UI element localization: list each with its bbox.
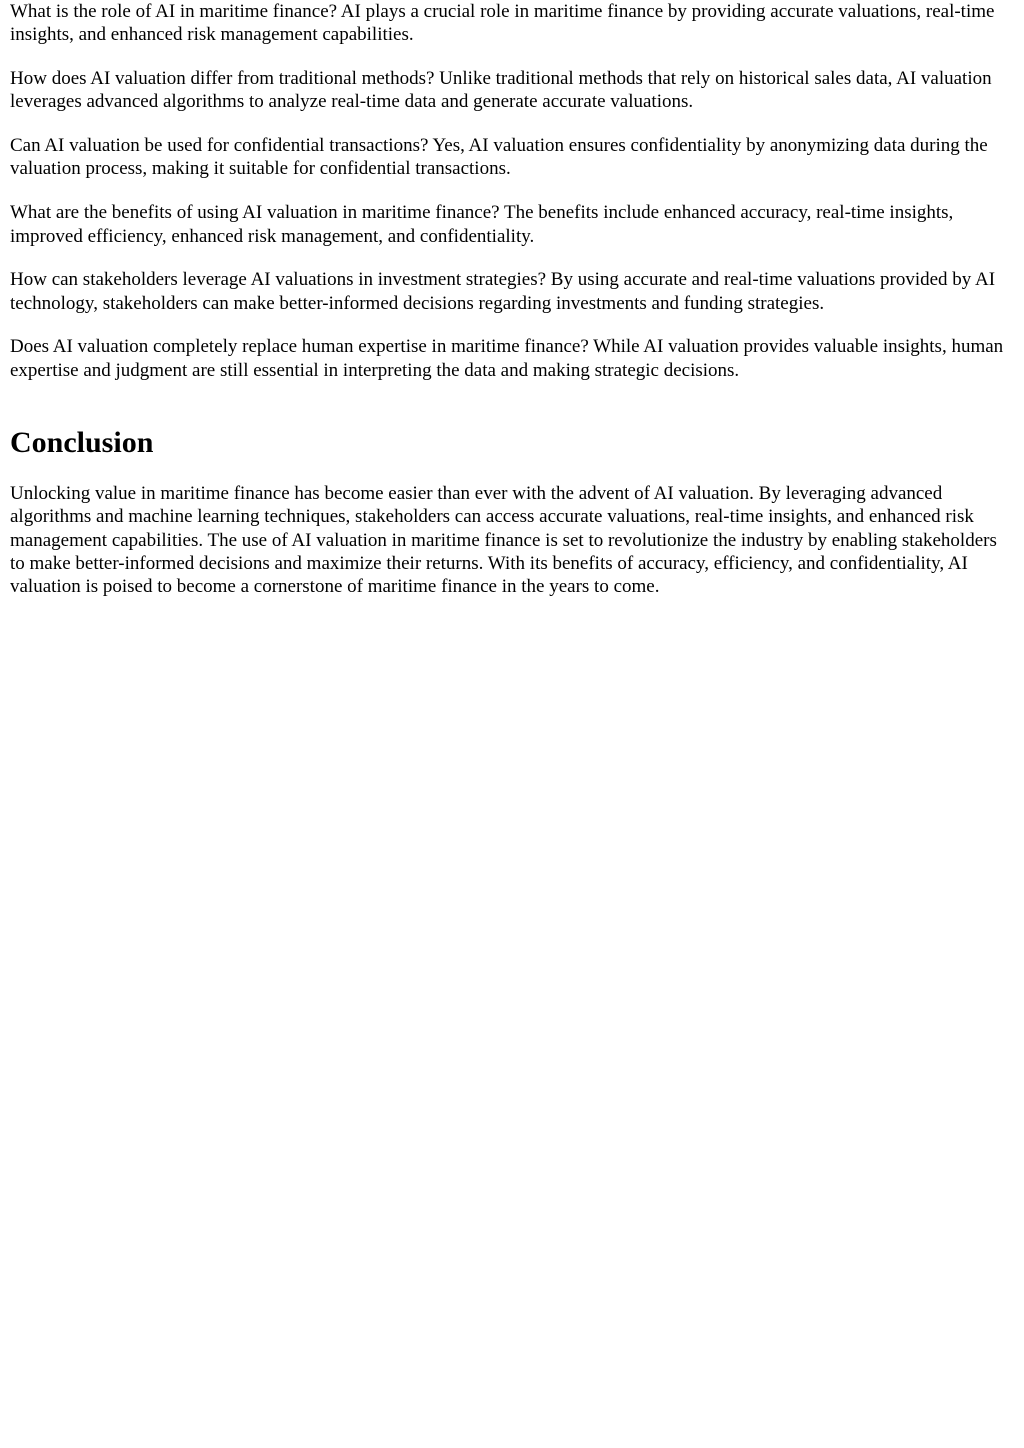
conclusion-paragraph: Unlocking value in maritime finance has become easier than ever with the advent of AI valuation. By leveraging advanced algorithms and machine learning techniques, stakeholders can access accurate valuations, real-time insights, and enhanced risk management capabilities. The use of AI valuation in maritime finance is set to revolutionize the industry by enabling stakeholders to make better-informed decisions and maximize their returns. With its benefits of accuracy, efficiency, and confidentiality, AI valuation is poised to become a cornerstone of maritime finance in the years to come. (10, 483, 997, 598)
faq-item-benefits: What are the benefits of using AI valuation in maritime finance? The benefits include enhanced accuracy, real-time insights, improved efficiency, enhanced risk management, and confidentiality. (10, 202, 954, 247)
faq-list (10, 0, 1014, 382)
faq-item-human-expertise: Does AI valuation completely replace human expertise in maritime finance? While AI valuation provides valuable insights, human expertise and judgment are still essential in interpreting the data and making strategic decisions. (10, 336, 1004, 381)
faq-item-investment-strategies: How can stakeholders leverage AI valuations in investment strategies? By using accurate and real-time valuations provided by AI technology, stakeholders can make better-informed decisions regarding investments and funding strategies. (10, 269, 996, 314)
conclusion-heading: Conclusion (10, 426, 154, 460)
faq-item-confidential-transactions: Can AI valuation be used for confidential transactions? Yes, AI valuation ensures confidentiality by anonymizing data during the valuation process, making it suitable for confidential transactions. (10, 135, 988, 180)
faq-item-traditional-methods: How does AI valuation differ from traditional methods? Unlike traditional methods that rely on historical sales data, AI valuation leverages advanced algorithms to analyze real-time data and generate accurate valuations. (10, 68, 992, 113)
faq-item-role-of-ai: What is the role of AI in maritime finance? AI plays a crucial role in maritime finance by providing accurate valuations, real-time insights, and enhanced risk management capabilities. (10, 1, 995, 46)
